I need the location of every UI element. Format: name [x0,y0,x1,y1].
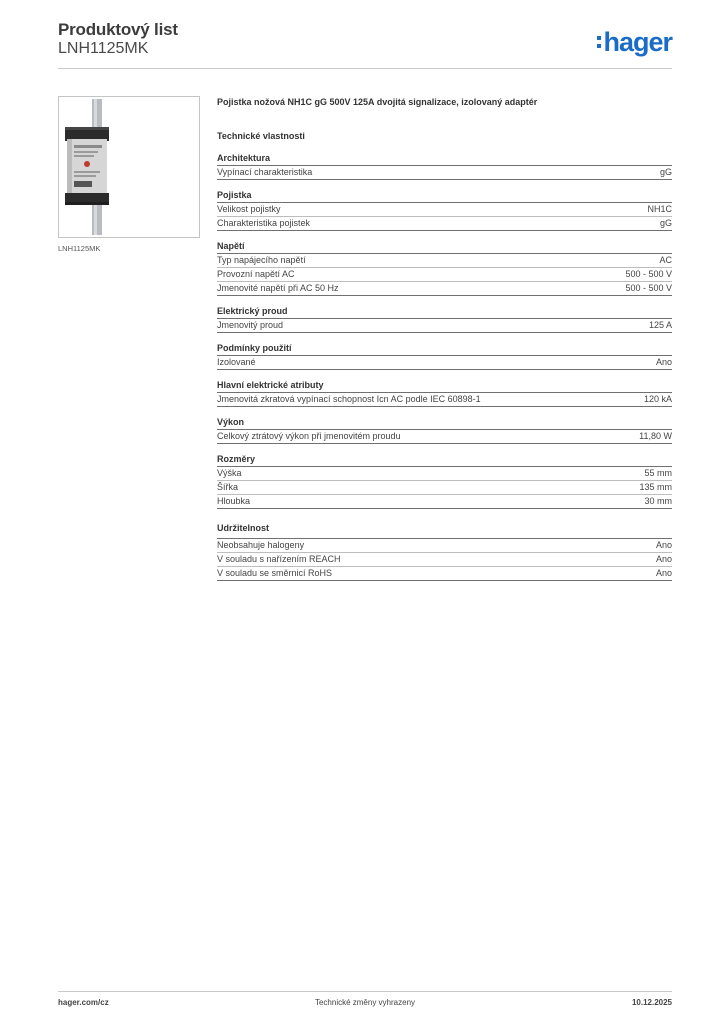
spec-label: Charakteristika pojistek [217,218,311,228]
spec-value: AC [659,255,672,265]
spec-row [217,553,672,567]
fuse-icon [59,97,199,237]
spec-content [217,96,672,581]
spec-row [217,254,672,268]
spec-value: 11,80 W [639,431,672,441]
spec-group [217,379,672,407]
spec-row [217,203,672,217]
spec-row [217,495,672,509]
spec-group-title: Výkon [217,416,672,430]
logo-dots-icon [597,36,601,48]
spec-group-title: Napětí [217,240,672,254]
spec-row [217,567,672,581]
spec-row [217,481,672,495]
spec-value: gG [659,218,672,228]
spec-row [217,467,672,481]
footer-date: 10.12.2025 [631,998,672,1007]
spec-row [217,319,672,333]
image-caption: LNH1125MK [58,244,101,253]
spec-group-title: Elektrický proud [217,305,672,319]
spec-group [217,189,672,231]
spec-label: Šířka [217,482,239,492]
spec-label: Celkový ztrátový výkon při jmenovitém proudu [217,431,401,441]
spec-group-title: Udržitelnost [217,522,672,539]
spec-group-title: Podmínky použití [217,342,672,356]
spec-value: 500 - 500 V [625,283,672,293]
spec-value: Ano [655,357,672,367]
hager-logo [597,28,672,56]
spec-value: NH1C [647,204,672,214]
spec-row [217,393,672,407]
spec-group [217,152,672,180]
spec-group-title: Hlavní elektrické atributy [217,379,672,393]
spec-group-title: Pojistka [217,189,672,203]
spec-group [217,342,672,370]
section-heading: Technické vlastnosti [217,131,305,141]
spec-group-title: Rozměry [217,453,672,467]
spec-group [217,522,672,581]
product-image [58,96,200,238]
spec-row [217,356,672,370]
spec-label: Jmenovitý proud [217,320,284,330]
spec-value: Ano [655,540,672,550]
spec-row [217,217,672,231]
spec-row [217,430,672,444]
logo-text: hager [603,27,672,57]
spec-row [217,282,672,296]
spec-label: V souladu s nařízením REACH [217,554,341,564]
product-code: LNH1125MK [58,40,149,57]
spec-label: Jmenovité napětí při AC 50 Hz [217,283,339,293]
page-header [58,20,672,68]
footer-website-link[interactable]: hager.com/cz [58,998,109,1007]
spec-group [217,453,672,509]
spec-label: Výška [217,468,242,478]
spec-value: 30 mm [644,496,672,506]
spec-label: Hloubka [217,496,251,506]
spec-label: Neobsahuje halogeny [217,540,305,550]
spec-value: 55 mm [644,468,672,478]
spec-value: 135 mm [639,482,672,492]
spec-row [217,539,672,553]
spec-group [217,305,672,333]
spec-label: Jmenovitá zkratová vypínací schopnost Icn AC podle IEC 60898-1 [217,394,481,404]
header-divider [58,68,672,69]
spec-row [217,166,672,180]
spec-label: Izolované [217,357,256,367]
spec-group [217,240,672,296]
spec-value: Ano [655,554,672,564]
product-name: Pojistka nožová NH1C gG 500V 125A dvojitá signalizace, izolovaný adaptér [217,97,538,107]
spec-row [217,268,672,282]
spec-value: 500 - 500 V [625,269,672,279]
spec-label: Provozní napětí AC [217,269,295,279]
spec-value: 125 A [648,320,672,330]
page-title: Produktový list [58,20,178,39]
spec-label: Typ napájecího napětí [217,255,306,265]
spec-label: Velikost pojistky [217,204,281,214]
footer-divider [58,991,672,992]
spec-value: 120 kA [643,394,672,404]
spec-value: Ano [655,568,672,578]
footer-notice: Technické změny vyhrazeny [314,998,416,1007]
spec-group-title: Architektura [217,152,672,166]
spec-label: Vypínací charakteristika [217,167,313,177]
spec-value: gG [659,167,672,177]
spec-label: V souladu se směrnicí RoHS [217,568,333,578]
spec-group [217,416,672,444]
page-footer [58,998,672,1010]
